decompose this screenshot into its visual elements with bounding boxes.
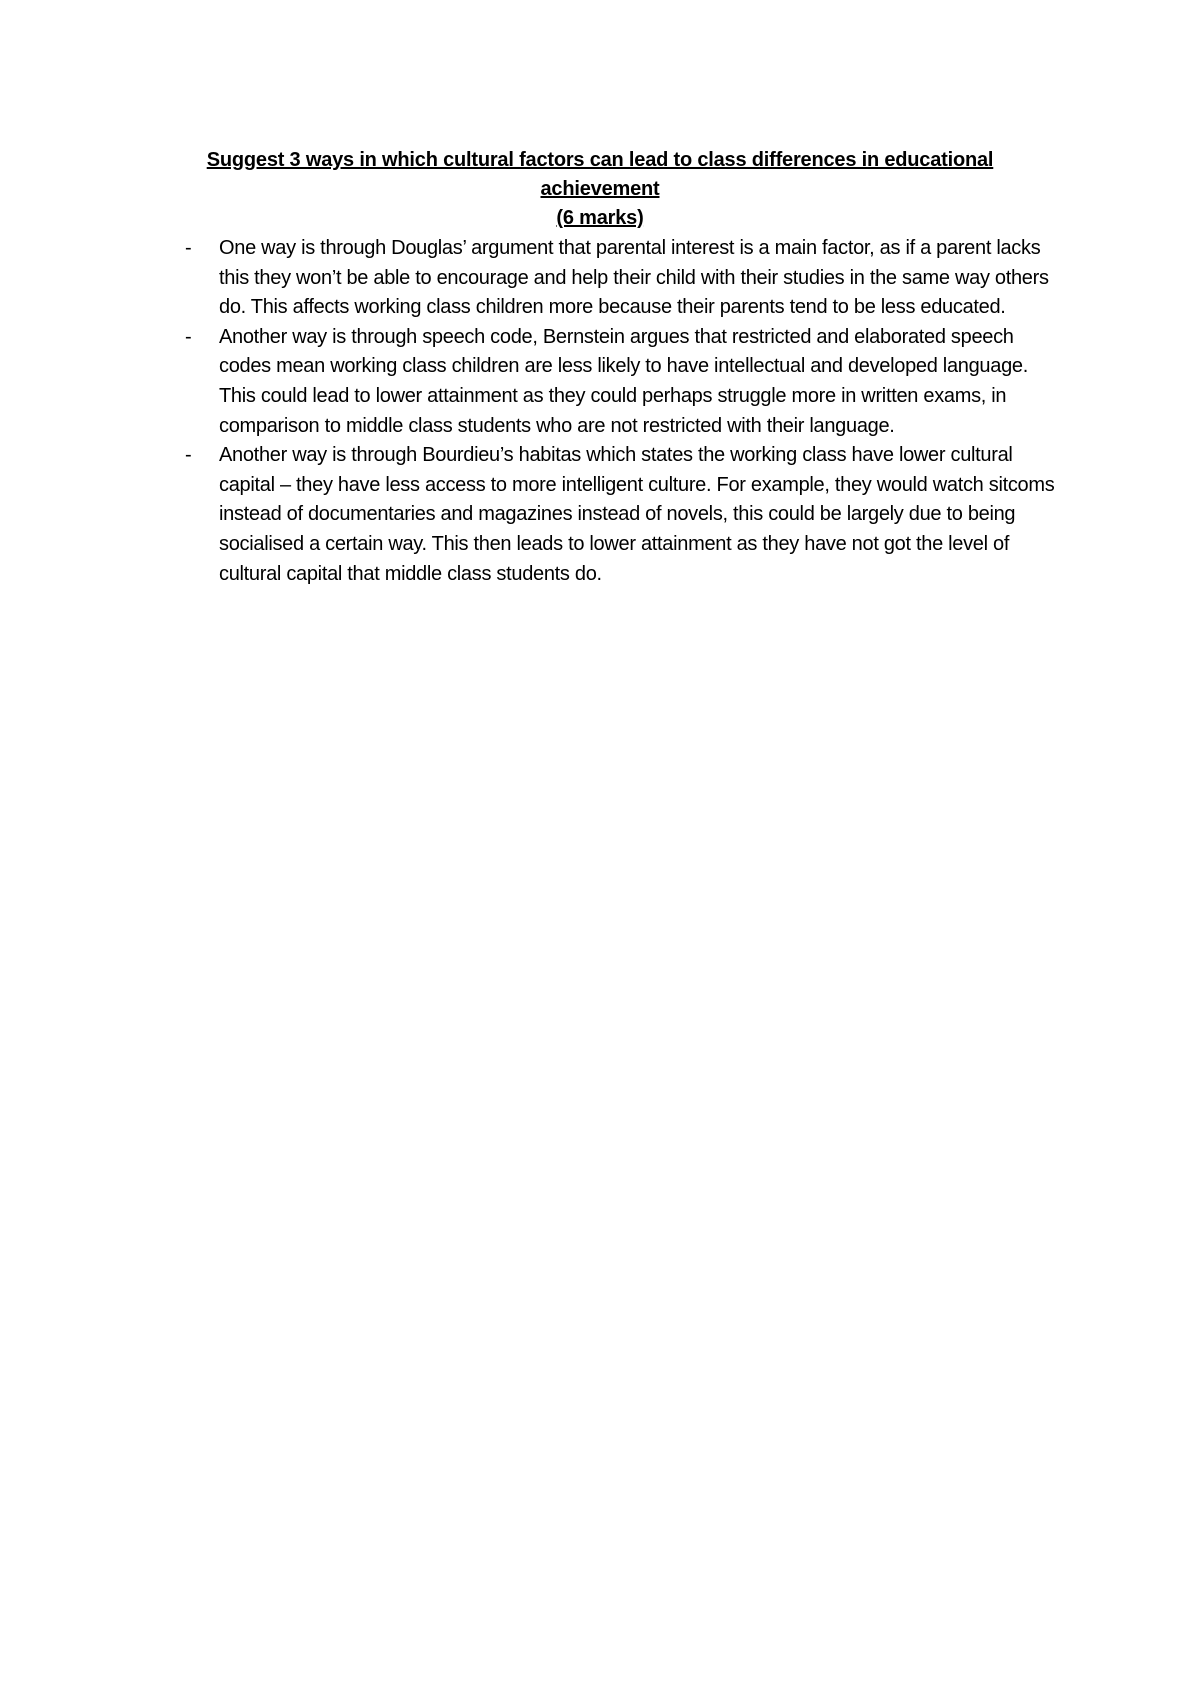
answer-item <box>181 234 1061 323</box>
marks-label: (6 marks) <box>556 207 644 229</box>
answer-text: One way is through Douglas’ argument that parental interest is a main factor, as if a parent lacks this they won’t be able to encourage and help their child with their studies in the same way others do. This affects working class children more because their parents tend to be less educated. <box>219 237 1049 319</box>
answer-text: Another way is through Bourdieu’s habitas which states the working class have lower cultural capital – they have less access to more intelligent culture. For example, they would watch sitcoms instead of documentaries and magazines instead of novels, this could be largely due to being socialised a certain way. This then leads to lower attainment as they have not got the level of cultural capital that middle class students do. <box>219 444 1055 585</box>
question-title-line-1: Suggest 3 ways in which cultural factors can lead to class differences in educational <box>206 149 994 171</box>
answer-list <box>181 234 1061 589</box>
bullet-dash: - <box>185 237 192 259</box>
bullet-dash: - <box>185 325 192 348</box>
bullet-dash: - <box>185 444 192 467</box>
answer-item <box>181 323 1061 441</box>
answer-text: Another way is through speech code, Bernstein argues that restricted and elaborated speech codes mean working class children are less likely to have intellectual and developed language. This could lead to lower attainment as they could perhaps struggle more in written exams, in comparison to middle class students who are not restricted with their language. <box>219 325 1028 437</box>
answer-item <box>181 441 1061 589</box>
question-title-line-2: achievement <box>540 178 660 200</box>
question-heading <box>150 146 1050 233</box>
